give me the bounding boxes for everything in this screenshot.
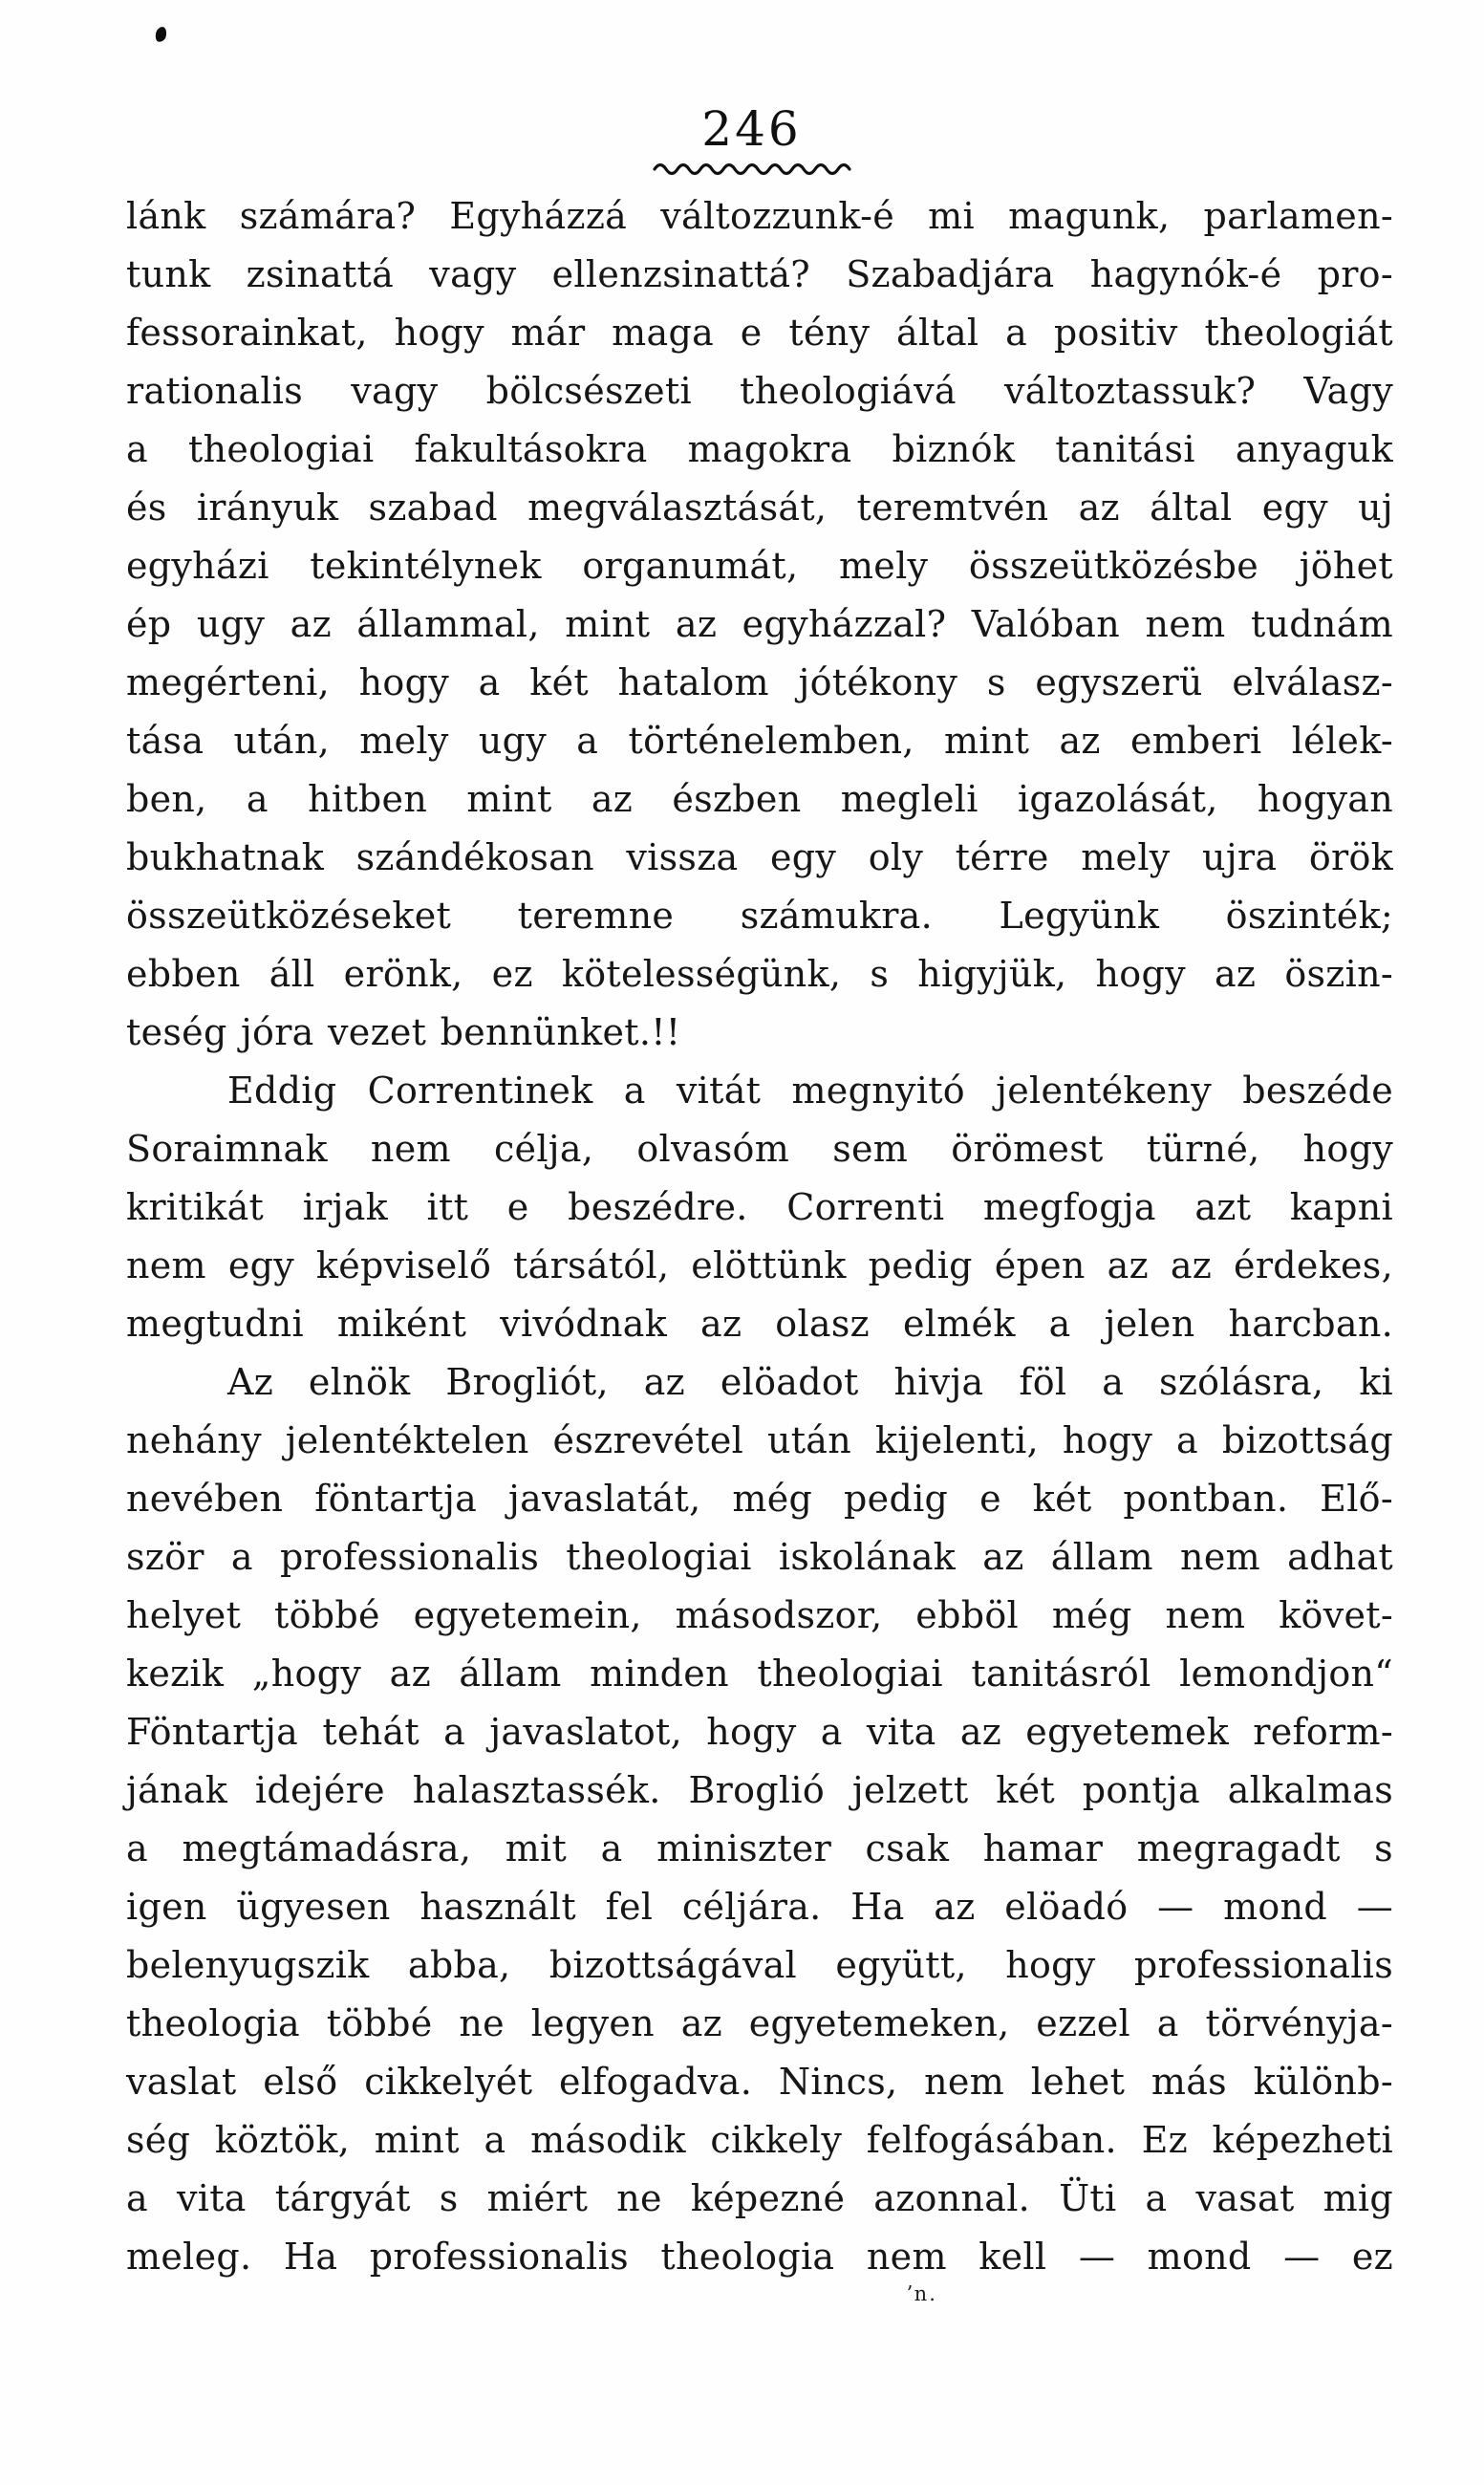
body-text bbox=[126, 187, 1393, 2286]
text-line: jának idejére halasztassék. Broglió jelzett két pontja alkalmas bbox=[126, 1769, 1393, 1811]
text-line: lánk számára? Egyházzá változzunk-é mi magunk, parlamen- bbox=[126, 195, 1393, 237]
text-line: fessorainkat, hogy már maga e tény által a positiv theologiát bbox=[126, 312, 1393, 354]
printers-mark: ʼn. bbox=[906, 2282, 937, 2305]
text-line: igen ügyesen használt fel céljára. Ha az elöadó — mond — bbox=[126, 1886, 1393, 1928]
text-line: a vita tárgyát s miért ne képezné azonnal. Üti a vasat mig bbox=[126, 2177, 1393, 2219]
text-line: meleg. Ha professionalis theologia nem kell — mond — ez bbox=[126, 2236, 1393, 2278]
text-line: ség köztök, mint a második cikkely felfogásában. Ez képezheti bbox=[126, 2119, 1393, 2161]
text-line: összeütközéseket teremne számukra. Legyünk öszinték; bbox=[126, 895, 1393, 937]
page-header bbox=[0, 101, 1484, 180]
text-line: a theologiai fakultásokra magokra biznók tanitási anyaguk bbox=[126, 428, 1393, 470]
text-line: helyet többé egyetemein, másodszor, ebböl még nem követ- bbox=[126, 1594, 1393, 1636]
text-line: Soraimnak nem célja, olvasóm sem örömest türné, hogy bbox=[126, 1128, 1393, 1170]
text-line: tunk zsinattá vagy ellenzsinattá? Szabadjára hagynók-é pro- bbox=[126, 253, 1393, 295]
text-line: ebben áll erönk, ez kötelességünk, s higyjük, hogy az öszin- bbox=[126, 953, 1393, 995]
text-line: egyházi tekintélynek organumát, mely összeütközésbe jöhet bbox=[126, 545, 1393, 587]
text-line: theologia többé ne legyen az egyetemeken, ezzel a törvényja- bbox=[126, 2002, 1393, 2044]
text-line: vaslat első cikkelyét elfogadva. Nincs, nem lehet más különb- bbox=[126, 2061, 1393, 2103]
ink-blot-icon bbox=[154, 26, 167, 43]
page-number: 246 bbox=[701, 101, 802, 157]
text-line: Az elnök Brogliót, az elöadot hivja föl a szólásra, ki bbox=[227, 1361, 1393, 1403]
text-line: nevében föntartja javaslatát, még pedig e két pontban. Elő- bbox=[126, 1478, 1393, 1520]
text-line: megtudni miként vivódnak az olasz elmék a jelen harcban. bbox=[126, 1303, 1393, 1345]
text-line: rationalis vagy bölcsészeti theologiává változtassuk? Vagy bbox=[126, 370, 1393, 412]
text-line: bukhatnak szándékosan vissza egy oly térre mely ujra örök bbox=[126, 836, 1393, 878]
squiggle-rule bbox=[0, 159, 1484, 180]
text-line: a megtámadásra, mit a miniszter csak hamar megragadt s bbox=[126, 1827, 1393, 1869]
text-line: megérteni, hogy a két hatalom jótékony s egyszerü elválasz- bbox=[126, 661, 1393, 703]
text-line: teség jóra vezet bennünket.!! bbox=[126, 1011, 681, 1053]
text-line: Föntartja tehát a javaslatot, hogy a vita az egyetemek reform- bbox=[126, 1711, 1393, 1753]
text-line: Eddig Correntinek a vitát megnyitó jelentékeny beszéde bbox=[227, 1070, 1393, 1112]
text-line: tása után, mely ugy a történelemben, mint az emberi lélek- bbox=[126, 720, 1393, 762]
text-line: nem egy képviselő társától, elöttünk pedig épen az az érdekes, bbox=[126, 1244, 1393, 1286]
text-line: ször a professionalis theologiai iskolának az állam nem adhat bbox=[126, 1536, 1393, 1578]
text-line: és irányuk szabad megválasztását, teremtvén az által egy uj bbox=[126, 486, 1393, 529]
text-line: kritikát irjak itt e beszédre. Correnti megfogja azt kapni bbox=[126, 1186, 1393, 1228]
text-line: belenyugszik abba, bizottságával együtt, hogy professionalis bbox=[126, 1944, 1393, 1986]
text-line: nehány jelentéktelen észrevétel után kijelenti, hogy a bizottság bbox=[126, 1419, 1393, 1461]
text-line: kezik „hogy az állam minden theologiai tanitásról lemondjon“ bbox=[126, 1653, 1393, 1695]
text-line: ben, a hitben mint az észben megleli igazolását, hogyan bbox=[126, 778, 1393, 820]
text-line: ép ugy az állammal, mint az egyházzal? Valóban nem tudnám bbox=[126, 603, 1393, 645]
